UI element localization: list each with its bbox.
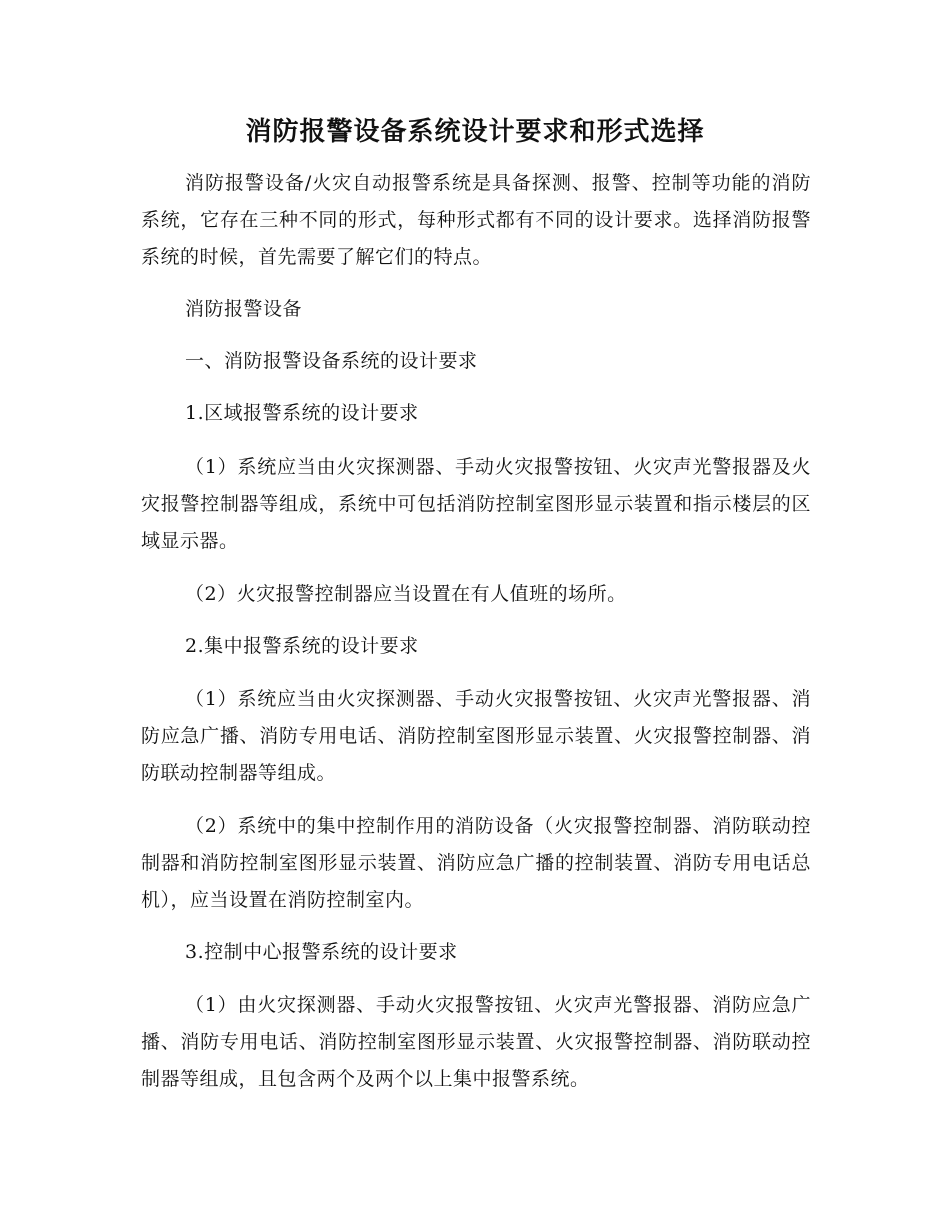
subsection-1-heading: 1.区域报警系统的设计要求 <box>185 402 419 424</box>
section-one-heading: 一、消防报警设备系统的设计要求 <box>185 350 478 372</box>
keyword-line: 消防报警设备 <box>185 298 303 320</box>
subsection-2-heading: 2.集中报警系统的设计要求 <box>185 635 419 657</box>
subsection-3-heading: 3.控制中心报警系统的设计要求 <box>185 941 458 963</box>
subsection-1-item-2: （2）火灾报警控制器应当设置在有人值班的场所。 <box>185 583 627 605</box>
subsection-2-item-1: （1）系统应当由火灾探测器、手动火灾报警按钮、火灾声光警报器、消防应急广播、消防专用电话、消防控制室图形显示装置、火灾报警控制器、消防联动控制器等组成。 <box>141 688 811 784</box>
subsection-2-item-2: （2）系统中的集中控制作用的消防设备（火灾报警控制器、消防联动控制器和消防控制室图形显示装置、消防应急广播的控制装置、消防专用电话总机），应当设置在消防控制室内。 <box>141 815 811 911</box>
intro-paragraph: 消防报警设备/火灾自动报警系统是具备探测、报警、控制等功能的消防系统，它存在三种不同的形式，每种形式都有不同的设计要求。选择消防报警系统的时候，首先需要了解它们的特点。 <box>141 172 811 268</box>
document-title: 消防报警设备系统设计要求和形式选择 <box>245 117 705 147</box>
subsection-3-item-1: （1）由火灾探测器、手动火灾报警按钮、火灾声光警报器、消防应急广播、消防专用电话、消防控制室图形显示装置、火灾报警控制器、消防联动控制器等组成，且包含两个及两个以上集中报警系统。 <box>141 994 811 1090</box>
subsection-1-item-1: （1）系统应当由火灾探测器、手动火灾报警按钮、火灾声光警报器及火灾报警控制器等组成，系统中可包括消防控制室图形显示装置和指示楼层的区域显示器。 <box>141 456 811 552</box>
